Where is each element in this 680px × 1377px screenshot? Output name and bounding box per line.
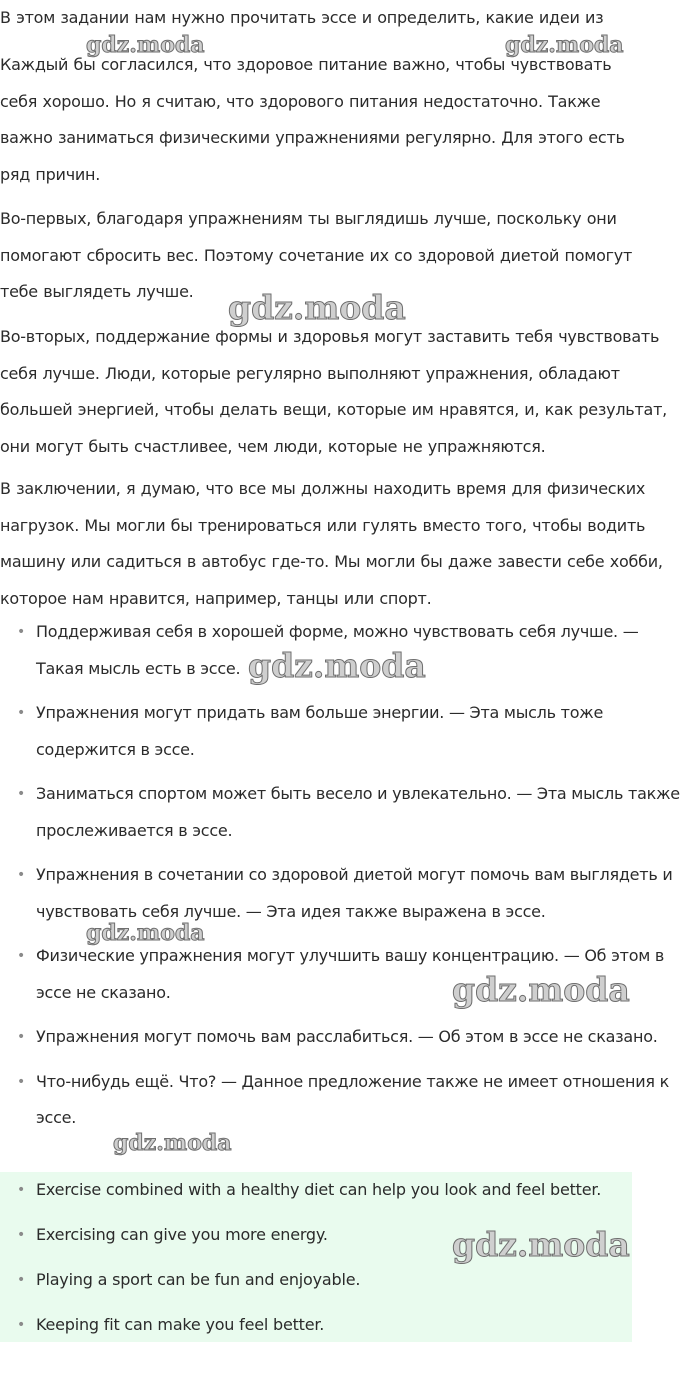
list-item-text: Exercising can give you more energy. xyxy=(36,1225,328,1244)
watermark-logo: gdz.moda xyxy=(113,1130,232,1156)
bullet-icon: • xyxy=(17,948,26,964)
bullet-icon: • xyxy=(17,867,26,883)
list-item xyxy=(0,1217,632,1262)
bullet-icon: • xyxy=(17,1227,26,1243)
list-item-text: Упражнения могут помочь вам расслабиться. — Об этом в эссе не сказано. xyxy=(36,1027,658,1046)
list-item-text: Exercise combined with a healthy diet can help you look and feel better. xyxy=(36,1180,602,1199)
watermark-logo: gdz.moda xyxy=(248,646,426,685)
bullet-icon: • xyxy=(17,1073,26,1090)
watermark-logo: gdz.moda xyxy=(452,970,630,1009)
intro-text: В этом задании нам нужно прочитать эссе и определить, какие идеи из xyxy=(0,8,604,27)
bullet-icon: • xyxy=(17,786,26,802)
essay-paragraph-4: В заключении, я думаю, что все мы должны находить время для физических нагрузок. Мы могли бы тренироваться или гулять вместо того, чтобы водить машину или садиться в автобус где-то. Мы могли бы даже завести себе хобби, которое нам нравится, например, танцы или спорт. xyxy=(0,479,663,608)
list-item xyxy=(0,1262,632,1307)
list-item-text: Поддерживая себя в хорошей форме, можно чувствовать себя лучше. — Такая мысль есть в эссе. xyxy=(36,622,639,678)
list-item-text: Playing a sport can be fun and enjoyable. xyxy=(36,1270,361,1289)
list-item xyxy=(0,776,680,849)
list-item xyxy=(0,695,680,768)
bullet-icon: • xyxy=(17,1182,26,1198)
essay-paragraph-2: Во-первых, благодаря упражнениям ты выглядишь лучше, поскольку они помогают сбросить вес. Поэтому сочетание их со здоровой диетой помогут тебе выглядеть лучше. xyxy=(0,209,633,301)
list-item-text: Keeping fit can make you feel better. xyxy=(36,1315,325,1334)
watermark-logo: gdz.moda xyxy=(505,32,624,58)
russian-answer-list xyxy=(0,614,680,1145)
list-item-text: Заниматься спортом может быть весело и увлекательно. — Эта мысль также прослеживается в эссе. xyxy=(36,784,680,840)
watermark-logo: gdz.moda xyxy=(228,288,406,327)
list-item-text: Упражнения могут придать вам больше энергии. — Эта мысль тоже содержится в эссе. xyxy=(36,703,604,759)
bullet-icon: • xyxy=(17,624,26,640)
bullet-icon: • xyxy=(17,1029,26,1045)
watermark-logo: gdz.moda xyxy=(86,32,205,58)
watermark-logo: gdz.moda xyxy=(86,920,205,946)
list-item-text: Физические упражнения могут улучшить вашу концентрацию. — Об этом в эссе не сказано. xyxy=(36,946,665,1002)
list-item xyxy=(0,614,680,687)
list-item xyxy=(0,1064,680,1137)
list-item xyxy=(0,857,680,930)
list-item xyxy=(0,1172,632,1217)
english-answer-list xyxy=(0,1172,632,1352)
bullet-icon: • xyxy=(17,1272,26,1288)
list-item xyxy=(0,1019,680,1056)
bullet-icon: • xyxy=(17,1317,26,1333)
list-item-text: Что-нибудь ещё. Что? — Данное предложение также не имеет отношения к эссе. xyxy=(36,1071,669,1127)
list-item-text: Упражнения в сочетании со здоровой диетой могут помочь вам выглядеть и чувствовать себя лучше. — Эта идея также выражена в эссе. xyxy=(36,865,673,921)
list-item xyxy=(0,938,680,1011)
bullet-icon: • xyxy=(17,705,26,721)
essay-paragraph-3: Во-вторых, поддержание формы и здоровья могут заставить тебя чувствовать себя лучше. Люди, которые регулярно выполняют упражнения, обладают большей энергией, чтобы делать вещи, которые им нравятся, и, как результат, они могут быть счастливее, чем люди, которые не упражняются. xyxy=(0,327,668,456)
watermark-logo: gdz.moda xyxy=(452,1225,630,1264)
essay-paragraph-1: Каждый бы согласился, что здоровое питание важно, чтобы чувствовать себя хорошо. Но я считаю, что здорового питания недостаточно. Также важно заниматься физическими упражнениями регулярно. Для этого есть ряд причин. xyxy=(0,55,625,184)
list-item xyxy=(0,1307,632,1352)
